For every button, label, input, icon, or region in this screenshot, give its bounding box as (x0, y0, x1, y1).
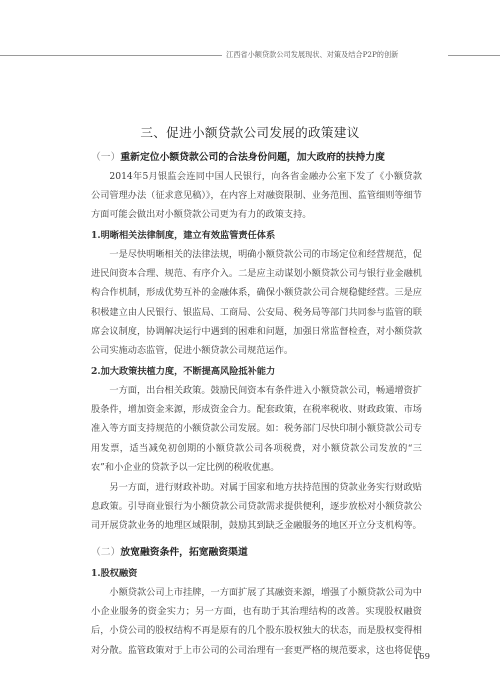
page-number: 169 (413, 652, 430, 662)
paragraph-3: 一方面，出台相关政策。鼓励民间资本有条件进入小额贷款公司，畅通增资扩股条件，增加资金来源，形成资金合力。配套政策，在税率税收、财政政策、市场准入等方面支持规范的小额贷款公司发展。如：税务部门尽快印制小额贷款公司专用发票，适当减免初创期的小额贷款公司各项税费，对小额贷款公司发放的“三农”和小企业的贷款予以一定比例的税收优惠。 (91, 385, 422, 473)
subsection-1-heading (91, 149, 385, 163)
paragraph-1: 2014年5月银监会连同中国人民银行，向各省金融办公室下发了《小额贷款公司管理办法（征求意见稿）》，在内容上对融资限制、业务范围、监管细则等细节方面可能会做出对小额贷款公司更为有力的政策支持。 (91, 171, 422, 221)
subsection-2-number: （二） (91, 547, 121, 558)
subsection-1-number: （一） (91, 152, 121, 163)
heading-1-1: 1.明晰相关法律制度，建立有效监管责任体系 (91, 230, 276, 241)
heading-1-2: 2.加大政策扶植力度，不断提高风险抵补能力 (91, 366, 276, 377)
running-header (0, 47, 500, 63)
subsection-1-title: 重新定位小额贷款公司的合法身份问题，加大政府的扶持力度 (120, 152, 385, 163)
header-left-rule (0, 55, 222, 56)
subsection-2-title: 放宽融资条件，拓宽融资渠道 (120, 547, 248, 558)
running-title: 江西省小额贷款公司发展现状、对策及结合P2P的创新 (226, 50, 399, 59)
section-title: 三、促进小额贷款公司发展的政策建议 (140, 125, 360, 140)
paragraph-4: 另一方面，进行财政补助。对属于国家和地方扶持范围的贷款业务实行财政贴息政策。引导商业银行为小额贷款公司贷款需求提供便利，逐步放松对小额贷款公司开展贷款业务的地理区域限制，鼓励其到缺乏金融服务的地区开立分支机构等。 (91, 482, 422, 532)
paragraph-5: 小额贷款公司上市挂牌，一方面扩展了其融资来源，增强了小额贷款公司为中小企业服务的资金实力；另一方面，也有助于其治理结构的改善。实现股权融资后，小贷公司的股权结构不再是原有的几个股东股权独大的状态，而是股权变得相对分散。监管政策对于上市公司的公司治理有一套更严格的规范要求，这也将促使 (91, 587, 422, 656)
header-right-rule (448, 55, 500, 56)
subsection-2-heading (91, 544, 248, 558)
heading-2-1: 1.股权融资 (91, 568, 138, 579)
paragraph-2: 一是尽快明晰相关的法律法规，明确小额贷款公司的市场定位和经营规范，促进民间资本合理、规范、有序介入。二是应主动谋划小额贷款公司与银行业金融机构合作机制，形成优势互补的金融体系，确保小额贷款公司合规稳健经营。三是应积极建立由人民银行、银监局、工商局、公安局、税务局等部门共同参与监管的联席会议制度，协调解决运行中遇到的困难和问题，加强日常监督检查，对小额贷款公司实施动态监管，促进小额贷款公司规范运作。 (91, 249, 422, 357)
